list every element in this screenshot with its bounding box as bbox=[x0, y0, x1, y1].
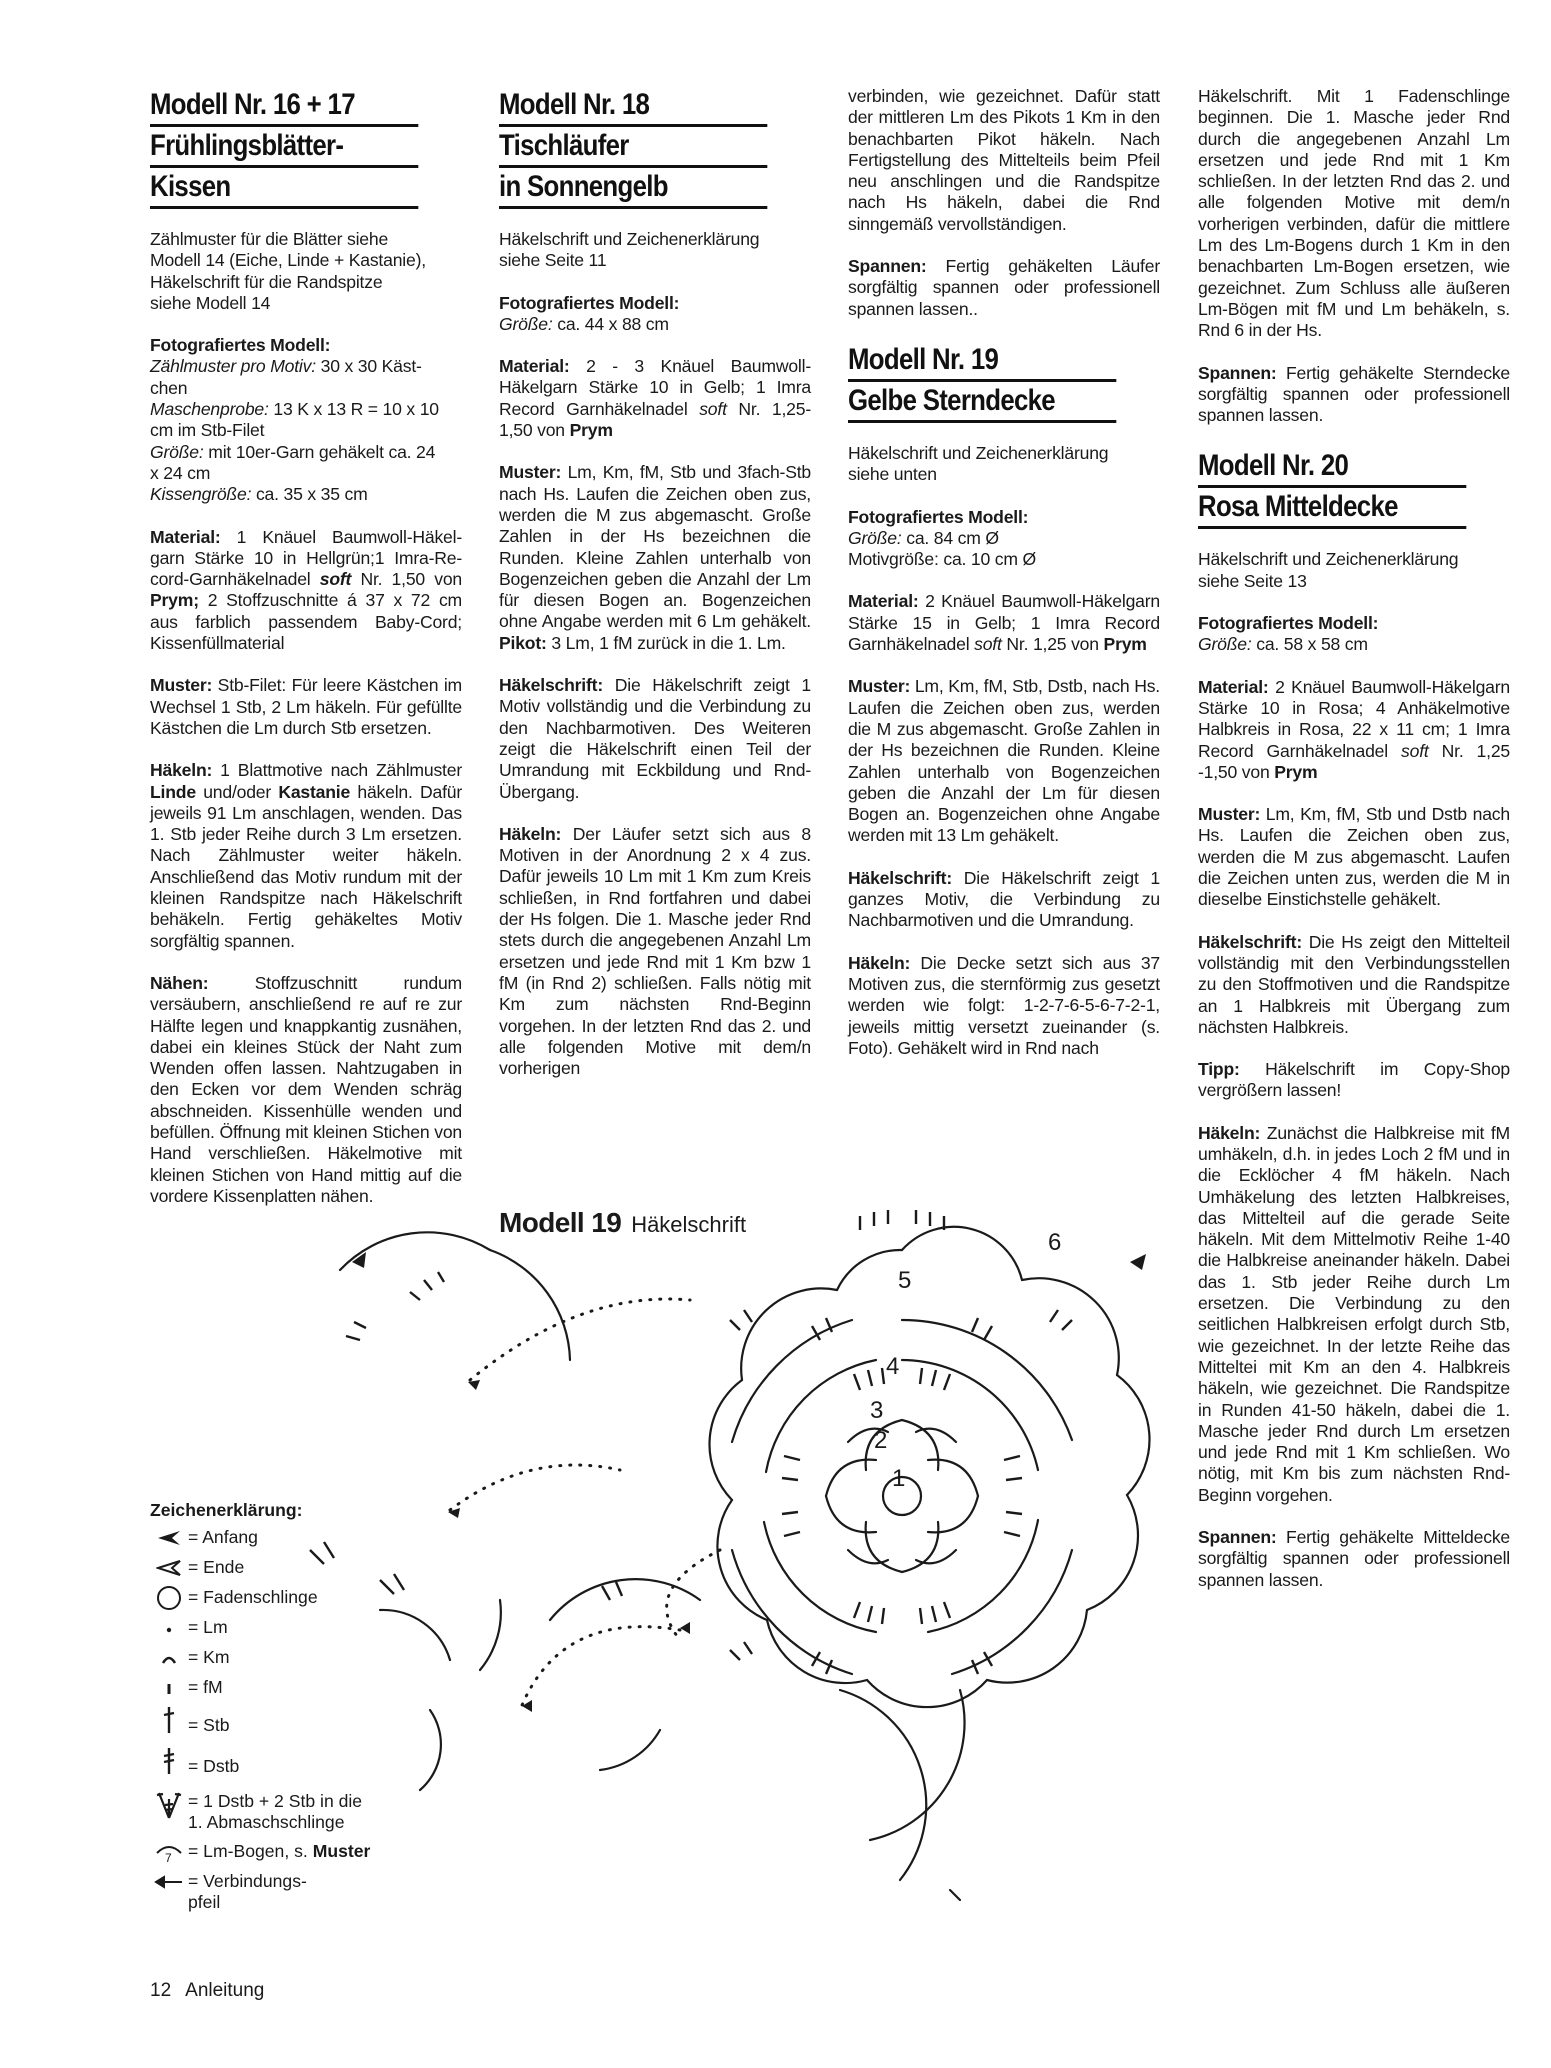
ring-icon bbox=[150, 1587, 188, 1609]
single-crochet-icon bbox=[150, 1677, 188, 1699]
round-label-4: 4 bbox=[886, 1353, 900, 1380]
stretch-section-2: Spannen: Fertig gehäkelte Mitteldecke sorgfältig spannen oder professionell spannen lassen. bbox=[1198, 1527, 1510, 1590]
connection-arrow-icon bbox=[150, 1871, 188, 1893]
crochet-section: Häkeln: Die Decke setzt sich aus 37 Motiven zus, die sternförmig zus gesetzt werden wie folgt: 1-2-7-6-5-6-7-2-1, jeweils mittig versetzt zueinander (s. Foto). Gehäkelt wird in Rnd nach bbox=[848, 952, 1160, 1058]
tip-section: Tipp: Häkelschrift im Copy-Shop vergrößern lassen! bbox=[1198, 1059, 1510, 1101]
crochet-section: Häkeln: Der Läufer setzt sich aus 8 Motiven in der Anordnung 2 x 4 zus. Dafür jeweils 10 Lm mit 1 Km zum Kreis schließen, in Rnd fortfahren und dabei der Hs folgen. Die 1. Masche jeder Rnd stets durch die angegebenen Anzahl Lm ersetzen und jede Rnd mit 1 Km bzw 1 fM (in Rnd 2) schließen. Falls nötig mit Km zum nächsten Rnd-Beginn vorgehen. In der letzten Rnd das 2. und alle folgenden Motive mit dem/n vorherigen bbox=[499, 823, 811, 1079]
intro-text: Häkelschrift und Zeichenerklärung siehe unten bbox=[848, 442, 1109, 485]
column-model-20 bbox=[1198, 86, 1510, 1612]
connection-arrows bbox=[352, 1252, 1146, 1712]
slip-stitch-icon bbox=[150, 1647, 188, 1669]
legend-heading: Zeichenerklärung: bbox=[150, 1500, 303, 1520]
heading-model-20 bbox=[1198, 447, 1510, 529]
page-number: 12 bbox=[150, 1980, 172, 2001]
column-model-19 bbox=[848, 86, 1160, 1080]
title-line-3: Kissen bbox=[150, 168, 418, 209]
title-line-2: Gelbe Sterndecke bbox=[848, 382, 1116, 423]
heading-model-18 bbox=[499, 86, 811, 209]
crochet-section: Häkeln: 1 Blattmotive nach Zählmuster Linde und/oder Kastanie häkeln. Dafür jeweils 91 Lm anschlagen, wenden. Das 1. Stb jeder Reihe durch 3 Lm ersetzen. Nach Zählmuster weiter häkeln. Anschließend das Motiv rundum mit der kleinen Randspitze nach Häkelschrift behäkeln. Fertig gehäkeltes Motiv sorgfältig spannen. bbox=[150, 760, 463, 951]
legend-row-ring: = Fadenschlinge bbox=[150, 1587, 410, 1609]
material-section: Material: 2 Knäuel Baumwoll-Häkelgarn Stärke 10 in Rosa; 4 Anhäkelmotive Halbkreis in Rosa, 22 x 11 cm; 1 Imra Record Garnhäkelnadel soft Nr. 1,25 -1,50 von Prym bbox=[1198, 676, 1510, 782]
column-model-18 bbox=[499, 86, 811, 1100]
pattern-section: Muster: Stb-Filet: Für leere Kästchen im Wechsel 1 Stb, 2 Lm häkeln. Für gefüllte Kästchen die Lm durch Stb ersetzen. bbox=[150, 675, 462, 738]
continued-text: Häkelschrift. Mit 1 Fadenschlinge beginnen. Die 1. Masche jeder Rnd durch die angegebenen Anzahl Lm ersetzen und jede Rnd mit 1 Km schließen. In der letzten Rnd das 2. und alle folgenden Motive mit dem/n vorherigen verbinden, dafür die mittlere Lm des Lm-Bogens durch 1 Km in den benachbarten Lm-Bogen ersetzen, wie gezeichnet. Zum Schluss alle äußeren Lm-Bögen mit fM und Lm behäkeln, s. Rnd 6 in der Hs. bbox=[1198, 86, 1510, 341]
inner-petals bbox=[826, 1420, 978, 1572]
pattern-section: Muster: Lm, Km, fM, Stb, Dstb, nach Hs. Laufen die Zeichen oben zus, werden die M zus abgemascht. Große Zahlen in der Hs bezeichnen die Runden. Kleine Zahlen unterhalb von Bogenzeichen geben die Anzahl der Lm für diesen Bogen an. Bogenzeichen ohne Angabe werden mit 13 Lm gehäkelt. bbox=[848, 676, 1160, 846]
crochet-section: Häkeln: Zunächst die Halbkreise mit fM umhäkeln, d.h. in jedes Loch 2 fM und in die Ecklöcher 4 fM häkeln. Nach Umhäkelung des letzten Halbkreises, das Mittelteil auf die gerade Seite häkeln. Mit dem Mittelmotiv Reihe 1-40 die Halbkreise aneinander häkeln. Dabei das 1. Stb jeder Reihe durch Lm ersetzen. Die Verbindung zu den seitlichen Halbkreisen erfolgt durch Stb, wie gezeichnet. In der letzte Reihe das Mitteltei mit Km an den 4. Halbkreis häkeln, wie gezeichnet. Die Randspitze in Runden 41-50 häkeln, dabei die 1. Masche jeder Rnd durch Lm ersetzen und jede Rnd mit 1 Km schließen. Wo nötig, mit Km bis zum nächsten Rnd-Beginn vorgehen. bbox=[1198, 1122, 1510, 1505]
intro-text: Zählmuster für die Blätter siehe Modell 14 (Eiche, Linde + Kastanie), Häkelschrift für die Randspitze siehe Modell 14 bbox=[150, 229, 426, 313]
page-footer bbox=[150, 1980, 264, 2002]
legend-row-cluster: = 1 Dstb + 2 Stb in die 1. Abmaschschlinge bbox=[150, 1791, 410, 1833]
round-label-5: 5 bbox=[898, 1267, 912, 1294]
title-line-1: Modell Nr. 16 + 17 bbox=[150, 86, 418, 127]
legend-row-end: = Ende bbox=[150, 1557, 410, 1579]
sewing-section: Nähen: Stoffzuschnitt rundum versäubern, anschließend re auf re zur Hälfte legen und knappkantig zusnähen, dabei ein kleines Stück der Naht zum Wenden offen lassen. Nahtzugaben in den Ecken vor dem Wenden schräg abschneiden. Kissenhülle wenden und befüllen. Öffnung mit kleinen Stichen von Hand verschließen. Häkelmotive mit kleinen Stichen von Hand mittig auf die vordere Kissenplatten nähen. bbox=[150, 972, 462, 1206]
material-section: Material: 1 Knäuel Baumwoll-Häkel-garn Stärke 10 in Hellgrün;1 Imra-Re-cord-Garnhäkelnadel soft Nr. 1,50 von Prym; 2 Stoffzuschnitte á 37 x 72 cm aus farblich passendem Baby-Cord; Kissenfüllmaterial bbox=[150, 526, 462, 654]
chart-section: Häkelschrift: Die Häkelschrift zeigt 1 Motiv vollständig und die Verbindung zu den Nachbarmotiven. Des Weiteren zeigt die Häkelschrift einen Teil der Umrandung mit Eckbildung und Rnd-Übergang. bbox=[499, 675, 811, 802]
intro-text: Häkelschrift und Zeichenerklärung siehe Seite 13 bbox=[1198, 549, 1459, 591]
legend-row-tr: = Dstb bbox=[150, 1750, 410, 1777]
round-label-3: 3 bbox=[870, 1397, 884, 1424]
title-line-2: Rosa Mitteldecke bbox=[1198, 488, 1466, 529]
photo-model-section: Fotografiertes Modell: Größe: ca. 44 x 88 cm bbox=[499, 292, 680, 334]
chain-dots bbox=[450, 1299, 720, 1710]
material-section: Material: 2 Knäuel Baumwoll-Häkelgarn Stärke 15 in Gelb; 1 Imra Record Garnhäkelnadel soft Nr. 1,25 von Prym bbox=[848, 591, 1160, 655]
legend-row-dc: = Stb bbox=[150, 1709, 410, 1736]
legend-row-chain: = Lm bbox=[150, 1617, 410, 1639]
column-model-16-17 bbox=[150, 86, 462, 1228]
heading-model-19 bbox=[848, 341, 1160, 423]
stretch-section: Spannen: Fertig gehäkelte Sterndecke sorgfältig spannen oder professionell spannen lassen. bbox=[1198, 362, 1510, 426]
end-arrow-icon bbox=[150, 1557, 188, 1579]
cluster-stitch-icon bbox=[150, 1791, 188, 1813]
svg-text:7: 7 bbox=[165, 1851, 172, 1863]
middle-round bbox=[732, 1320, 1072, 1674]
round-label-2: 2 bbox=[874, 1427, 888, 1454]
section-label: Anleitung bbox=[185, 1980, 265, 2001]
round-label-6: 6 bbox=[1048, 1229, 1062, 1256]
title-line-2: Tischläufer bbox=[499, 127, 767, 168]
material-section: Material: 2 - 3 Knäuel Baumwoll-Häkelgarn Stärke 10 in Gelb; 1 Imra Record Garnhäkelnadel soft Nr. 1,25-1,50 von Prym bbox=[499, 356, 811, 441]
photo-model-section: Fotografiertes Modell: Zählmuster pro Motiv: 30 x 30 Käst- chen Maschenprobe: 13 K x 13 R = 10 x 10 cm im Stb-Filet Größe: mit 10er-Garn gehäkelt ca. 24 x 24 cm Kissengröße: ca. 35 x 35 cm bbox=[150, 335, 439, 505]
round-label-1: 1 bbox=[892, 1465, 906, 1492]
pattern-section: Muster: Lm, Km, fM, Stb und 3fach-Stb nach Hs. Laufen die Zeichen oben zus, werden die M zus abgemascht. Große Zahlen in der Hs bezeichnen die Runden. Kleine Zahlen unterhalb von Bogenzeichen geben die Anzahl der Lm für diesen Bogen an. Bogenzeichen ohne Angabe werden mit 6 Lm gehäkelt. Pikot: 3 Lm, 1 fM zurück in die 1. Lm. bbox=[499, 462, 811, 653]
stretch-section: Spannen: Fertig gehäkelten Läufer sorgfältig spannen oder professionell spannen lassen.. bbox=[848, 256, 1160, 319]
chart-drawing bbox=[340, 1227, 1150, 1900]
legend-row-start: = Anfang bbox=[150, 1527, 410, 1549]
outer-scallops bbox=[709, 1227, 1149, 1707]
double-crochet-icon bbox=[150, 1709, 188, 1731]
chart-section: Häkelschrift: Die Häkelschrift zeigt 1 ganzes Motiv, die Verbindung zu Nachbarmotiven und die Umrandung. bbox=[848, 867, 1160, 931]
title-line-2: Frühlingsblätter- bbox=[150, 127, 418, 168]
title-line-3: in Sonnengelb bbox=[499, 168, 767, 209]
legend-row-slip: = Km bbox=[150, 1647, 410, 1669]
chain-arc-icon bbox=[150, 1841, 188, 1863]
start-arrow-icon bbox=[150, 1527, 188, 1549]
heading-model-16-17 bbox=[150, 86, 462, 209]
photo-model-section: Fotografiertes Modell: Größe: ca. 58 x 58 cm bbox=[1198, 613, 1379, 655]
pattern-section: Muster: Lm, Km, fM, Stb und Dstb nach Hs. Laufen die Zeichen oben zus, werden die M zus abgemascht. Laufen die Zeichen unten zus, werden die M in dieselbe Einstichstelle gehäkelt. bbox=[1198, 804, 1510, 910]
crochet-chart-diagram bbox=[300, 1190, 1160, 1970]
title-line-1: Modell Nr. 19 bbox=[848, 341, 1116, 382]
legend-row-connect: = Verbindungs- pfeil bbox=[150, 1871, 410, 1913]
title-line-1: Modell Nr. 18 bbox=[499, 86, 767, 127]
intro-text: Häkelschrift und Zeichenerklärung siehe Seite 11 bbox=[499, 229, 760, 271]
chart-section: Häkelschrift: Die Hs zeigt den Mittelteil vollständig mit den Verbindungsstellen zu den Stoffmotiven und die Randspitze an 1 Halbkreis mit Übergang zum nächsten Halbkreis. bbox=[1198, 931, 1510, 1037]
title-line-1: Modell Nr. 20 bbox=[1198, 447, 1466, 488]
continued-text: verbinden, wie gezeichnet. Dafür statt der mittleren Lm des Pikots 1 Km in den benachbarten Pikot häkeln. Nach Fertigstellung des Mittelteils beim Pfeil neu anschlingen und die Randspitze nach Hs häkeln, dabei die Rnd sinngemäß vervollständigen. bbox=[848, 86, 1160, 234]
stitch-ticks bbox=[310, 1210, 1072, 1674]
treble-crochet-icon bbox=[150, 1750, 188, 1772]
legend-row-sc: = fM bbox=[150, 1677, 410, 1699]
neighbour-arcs bbox=[340, 1232, 965, 1900]
chain-dot-icon bbox=[150, 1617, 188, 1639]
legend-row-chain-arc: 7 = Lm-Bogen, s. Muster bbox=[150, 1841, 410, 1863]
photo-model-section: Fotografiertes Modell: Größe: ca. 84 cm Ø Motivgröße: ca. 10 cm Ø bbox=[848, 506, 1037, 570]
diagram-title: Modell 19 Häkelschrift bbox=[499, 1207, 747, 1238]
symbol-legend bbox=[150, 1500, 410, 1921]
